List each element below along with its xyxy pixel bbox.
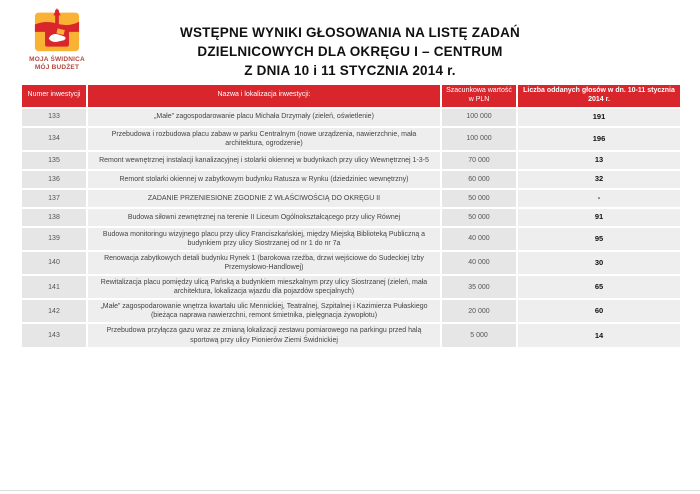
- table-cell-votes: 91: [518, 209, 680, 226]
- title-line3: Z DNIA 10 i 11 STYCZNIA 2014 r.: [244, 62, 456, 78]
- table-cell-num: 139: [22, 228, 86, 250]
- table-cell-name: „Małe” zagospodarowanie placu Michała Drzymały (zieleń, oświetlenie): [88, 109, 440, 126]
- table-cell-value: 5 000: [442, 324, 516, 346]
- table-row: [22, 228, 680, 250]
- document-header: [0, 6, 700, 80]
- table-cell-votes: 32: [518, 171, 680, 188]
- table-cell-value: 20 000: [442, 300, 516, 322]
- table-cell-votes: 95: [518, 228, 680, 250]
- table-cell-value: 50 000: [442, 209, 516, 226]
- table-row: [22, 300, 680, 322]
- table-body: [22, 109, 680, 347]
- table-cell-value: 70 000: [442, 152, 516, 169]
- table-cell-votes: 30: [518, 252, 680, 274]
- table-cell-votes: 13: [518, 152, 680, 169]
- column-header-votes: Liczba oddanych głosów w dn. 10-11 stycznia 2014 r.: [518, 85, 680, 107]
- table-cell-name: Renowacja zabytkowych detali budynku Rynek 1 (barokowa rzeźba, drzwi wejściowe do Sudeckiej Izby Przemysłowo-Handlowej): [88, 252, 440, 274]
- table-cell-value: 40 000: [442, 228, 516, 250]
- table-cell-num: 140: [22, 252, 86, 274]
- logo-text-line1: MOJA ŚWIDNICA: [29, 56, 85, 63]
- table-cell-value: 100 000: [442, 109, 516, 126]
- table-cell-name: „Małe” zagospodarowanie wnętrza kwartału ulic Mennickiej, Teatralnej, Szpitalnej i Kazimierza Pułaskiego (bieżąca naprawa nawierzchni, remont śmietnika, pielęgnacja żywopłotu): [88, 300, 440, 322]
- table-cell-name: Przebudowa przyłącza gazu wraz ze zmianą lokalizacji zestawu pomiarowego na parkingu przed halą sportową przy ulicy Pionierów Ziemi Świdnickiej: [88, 324, 440, 346]
- table-cell-value: 50 000: [442, 190, 516, 207]
- table-row: [22, 252, 680, 274]
- table-cell-name: ZADANIE PRZENIESIONE ZGODNIE Z WŁAŚCIWOŚCIĄ DO OKRĘGU II: [88, 190, 440, 207]
- table-cell-name: Remont wewnętrznej instalacji kanalizacyjnej i stolarki okiennej w budynkach przy ulicy Wewnętrznej 1-3-5: [88, 152, 440, 169]
- table-cell-name: Przebudowa i rozbudowa placu zabaw w parku Centralnym (nowe urządzenia, nawierzchnie, mała architektura, ogrodzenie): [88, 128, 440, 150]
- column-header-number: Numer inwestycji: [22, 85, 86, 107]
- table-row: [22, 171, 680, 188]
- table-row: [22, 152, 680, 169]
- page-title: [0, 24, 700, 81]
- table-cell-votes: 14: [518, 324, 680, 346]
- table-cell-name: Remont stolarki okiennej w zabytkowym budynku Ratusza w Rynku (dziedziniec wewnętrzny): [88, 171, 440, 188]
- table-cell-num: 143: [22, 324, 86, 346]
- table-cell-votes: 196: [518, 128, 680, 150]
- table-cell-num: 136: [22, 171, 86, 188]
- table-cell-value: 60 000: [442, 171, 516, 188]
- table-cell-num: 142: [22, 300, 86, 322]
- table-row: [22, 109, 680, 126]
- table-cell-num: 135: [22, 152, 86, 169]
- results-table: [22, 85, 680, 349]
- table-cell-num: 138: [22, 209, 86, 226]
- page-bottom-edge: [0, 490, 700, 491]
- table-cell-votes: 60: [518, 300, 680, 322]
- logo-text-line2: MÓJ BUDŻET: [34, 64, 80, 72]
- table-row: [22, 128, 680, 150]
- table-cell-value: 40 000: [442, 252, 516, 274]
- table-cell-num: 133: [22, 109, 86, 126]
- table-row: [22, 209, 680, 226]
- table-cell-value: 100 000: [442, 128, 516, 150]
- table-row: [22, 190, 680, 207]
- table-cell-name: Rewitalizacja placu pomiędzy ulicą Pańską a budynkiem mieszkalnym przy ulicy Siostrzanej (zieleń, mała architektura, lokalizacja wjazdu dla pojazdów specjalnych): [88, 276, 440, 298]
- table-cell-name: Budowa monitoringu wizyjnego placu przy ulicy Franciszkańskiej, między Miejską Biblioteką Publiczną a budynkiem przy ulicy Siostrzanej od nr 1 do nr 7a: [88, 228, 440, 250]
- table-cell-num: 141: [22, 276, 86, 298]
- table-row: [22, 276, 680, 298]
- table-cell-name: Budowa siłowni zewnętrznej na terenie II Liceum Ogólnokształcącego przy ulicy Równej: [88, 209, 440, 226]
- table-header-row: [22, 85, 680, 107]
- table-row: [22, 324, 680, 346]
- column-header-value: Szacunkowa wartość w PLN: [442, 85, 516, 107]
- table-cell-votes: 191: [518, 109, 680, 126]
- title-line1: WSTĘPNE WYNIKI GŁOSOWANIA NA LISTĘ ZADAŃ: [180, 25, 520, 40]
- table-cell-num: 134: [22, 128, 86, 150]
- table-cell-num: 137: [22, 190, 86, 207]
- table-cell-votes: -: [518, 190, 680, 207]
- column-header-name: Nazwa i lokalizacja inwestycji:: [88, 85, 440, 107]
- table-cell-votes: 65: [518, 276, 680, 298]
- table-cell-value: 35 000: [442, 276, 516, 298]
- title-line2: DZIELNICOWYCH DLA OKRĘGU I – CENTRUM: [197, 43, 503, 59]
